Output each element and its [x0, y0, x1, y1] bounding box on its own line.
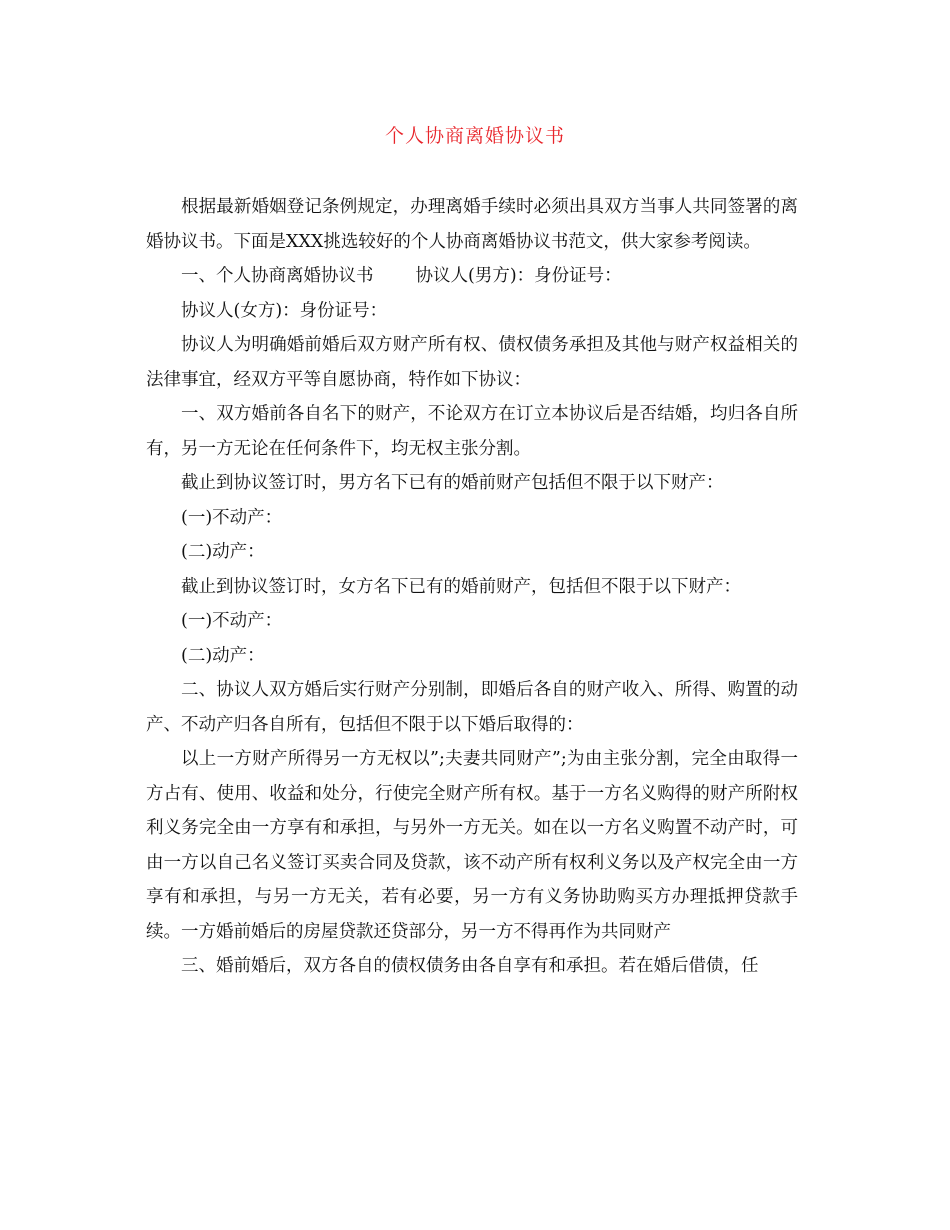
- paragraph-female-movable: (二)动产：: [181, 645, 265, 666]
- paragraph-section-heading: [146, 259, 798, 294]
- paragraph-male-movable: (二)动产：: [181, 542, 265, 562]
- paragraph-clause-2: 二、协议人双方婚后实行财产分别制，即婚后各自的财产收入、所得、购置的动产、不动产归各自所有，包括但不限于以下婚后取得的：: [146, 680, 798, 735]
- paragraph-clause-2-detail: 以上一方财产所得另一方无权以”;夫妻共同财产”;为由主张分割，完全由取得一方占有、使用、收益和处分，行使完全财产所有权。基于一方名义购得的财产所附权利义务完全由一方享有和承担，与另外一方无关。如在以一方名义购置不动产时，可由一方以自己名义签订买卖合同及贷款，该不动产所有权利义务以及产权完全由一方享有和承担，与另一方无关，若有必要，另一方有义务协助购买方办理抵押贷款手续。一方婚前婚后的房屋贷款还贷部分，另一方不得再作为共同财产: [146, 749, 798, 942]
- paragraph-party-female: 协议人(女方)：身份证号：: [181, 300, 388, 321]
- paragraph-male-real-estate: (一)不动产：: [181, 507, 283, 528]
- paragraph-intro: 根据最新婚姻登记条例规定，办理离婚手续时必须出具双方当事人共同签署的离婚协议书。下面是XXX挑选较好的个人协商离婚协议书范文，供大家参考阅读。: [146, 197, 798, 252]
- document-title: 个人协商离婚协议书: [384, 125, 565, 147]
- section-heading-text: 一、个人协商离婚协议书: [181, 266, 374, 286]
- paragraph-clause-1: 一、双方婚前各自名下的财产，不论双方在订立本协议后是否结婚，均归各自所有，另一方无论在任何条件下，均无权主张分割。: [146, 404, 798, 459]
- paragraph-female-real-estate: (一)不动产：: [181, 611, 283, 631]
- document-body: [146, 190, 798, 984]
- paragraph-female-premarital: 截止到协议签订时，女方名下已有的婚前财产，包括但不限于以下财产：: [181, 576, 741, 597]
- paragraph-purpose: 协议人为明确婚前婚后双方财产所有权、债权债务承担及其他与财产权益相关的法律事宜，经双方平等自愿协商，特作如下协议：: [146, 335, 798, 390]
- party-male-line: 协议人(男方)：身份证号：: [415, 266, 622, 286]
- paragraph-clause-3: 三、婚前婚后，双方各自的债权债务由各自享有和承担。若在婚后借债，任: [181, 956, 759, 976]
- paragraph-male-premarital: 截止到协议签订时，男方名下已有的婚前财产包括但不限于以下财产：: [181, 473, 724, 493]
